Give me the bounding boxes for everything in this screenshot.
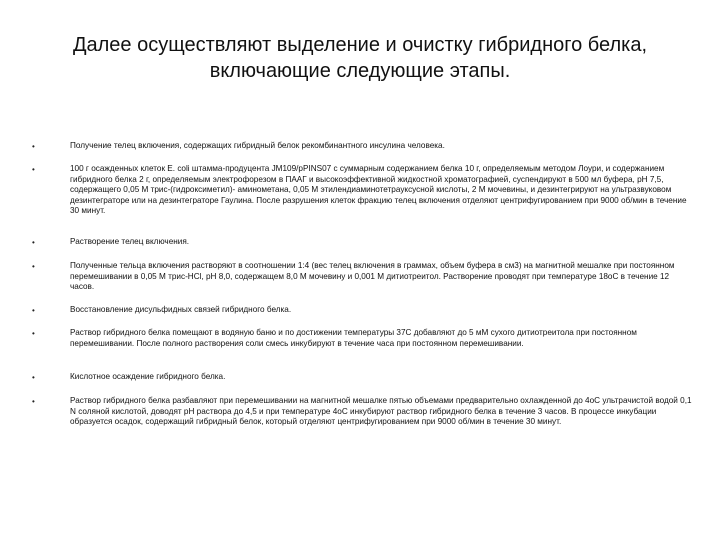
list-item-text: Восстановление дисульфидных связей гибридного белка. [70, 305, 292, 314]
bullet-icon: • [32, 142, 35, 151]
list-item-text: 100 г осажденных клеток E. coli штамма-продуцента JM109/pPINS07 с суммарным содержанием белка 10 г, определяемым методом Лоури, и содержанием гибридного белка 2 г, определяемым электрофорезом в ПААГ и высокоэффективной жидкостной хроматографией, суспендируют в 500 мл буфера, pH 7,5, содержащего 0,05 М трис-(гидроксиметил)- аминометана, 0,05 М этилендиаминотетрауксусной кислоты, 2 М мочевины, и дезинтегрируют на ультразвуковом дезинтеграторе или на дезинтеграторе Гаулина. После разрушения клеток фракцию телец включения отделяют центрифугированием при 9000 об/мин в течение 30 минут. [70, 164, 687, 216]
list-item [32, 328, 692, 349]
bullet-icon: • [32, 373, 35, 382]
slide-title-line-2: включающие следующие этапы. [209, 60, 511, 82]
bullet-icon: • [32, 329, 35, 338]
list-item [32, 164, 692, 217]
list-item [32, 141, 692, 152]
list-item-text: Получение телец включения, содержащих гибридный белок рекомбинантного инсулина человека. [70, 141, 445, 150]
list-item-text: Раствор гибридного белка разбавляют при перемешивании на магнитной мешалке пятью объемами предварительно охлажденной до 4оС ультрачистой водой 0,1 N соляной кислотой, доводят pH раствора до 4,5 и при температуре 4оС инкубируют раствор гибридного белка в течение 3 часов. В процессе инкубации образуется осадок, содержащий гибридный белок, который отделяют центрифугированием при 9000 об/мин в течение 30 минут. [70, 396, 692, 427]
slide-title-line-1: Далее осуществляют выделение и очистку гибридного белка, [72, 34, 648, 56]
list-item [32, 372, 692, 383]
list-item [32, 237, 692, 248]
bullet-icon: • [32, 238, 35, 247]
list-item-text: Раствор гибридного белка помещают в водяную баню и по достижении температуры 37С добавляют до 5 мМ сухого дитиотреитола при постоянном перемешивании. После полного растворения соли смесь инкубируют в течение часа при постоянном перемешивании. [70, 328, 637, 348]
bullet-icon: • [32, 165, 35, 174]
bullet-icon: • [32, 262, 35, 271]
list-item [32, 305, 692, 316]
list-item-text: Полученные тельца включения растворяют в соотношении 1:4 (вес телец включения в граммах, объем буфера в см3) на магнитной мешалке при постоянном перемешивании в 0,05 М трис-HCl, pH 8,0, содержащем 8,0 М мочевину и 0,001 М дитиотреитол. Растворение проводят при температуре 18оС в течение 12 часов. [70, 261, 675, 292]
list-item [32, 396, 692, 428]
bullet-icon: • [32, 306, 35, 315]
list-item-text: Растворение телец включения. [70, 237, 190, 246]
list-item-text: Кислотное осаждение гибридного белка. [70, 372, 226, 381]
bullet-icon: • [32, 397, 35, 406]
list-item [32, 261, 692, 293]
